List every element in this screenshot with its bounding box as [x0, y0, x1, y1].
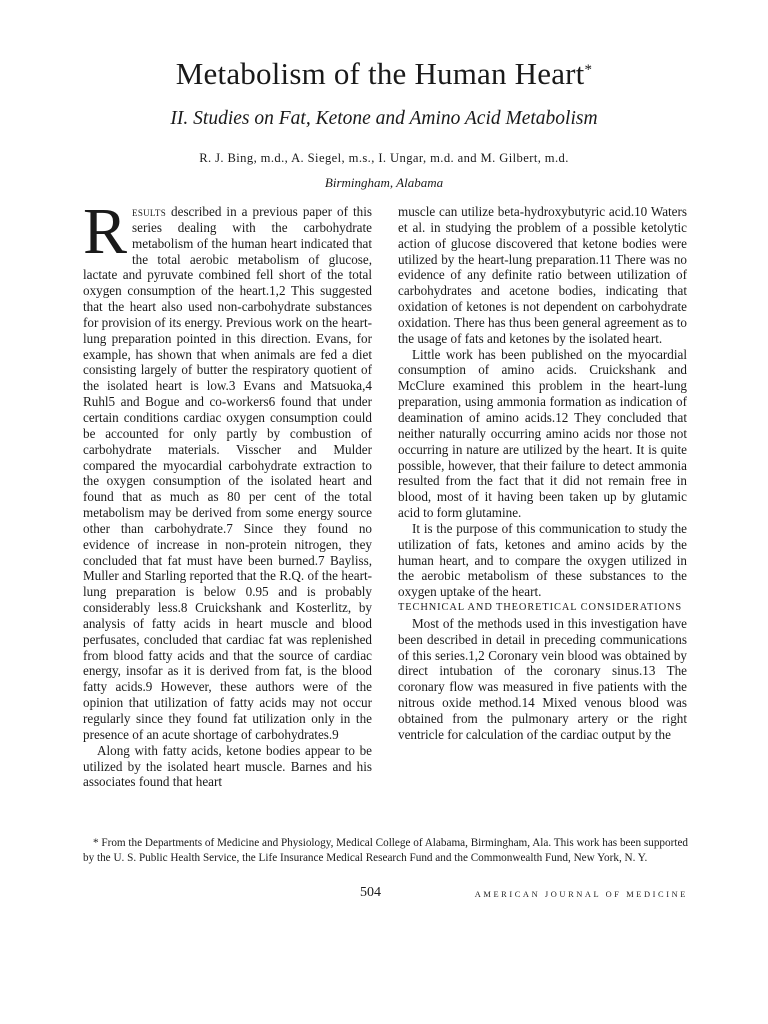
- right-paragraph-4: Most of the methods used in this investigation have been described in detail in preceding communications of this series.1,2 Coronary vein blood was obtained by direct intubation of the coronary sinus.13 The coronary flow was measured in five patients with the nitrous oxide method.14 Mixed venous blood was obtained from the pulmonary artery or the right ventricle for calculation of the cardiac output by the: [398, 615, 687, 742]
- right-paragraph-2: Little work has been published on the myocardial consumption of amino acids. Cruickshank and McClure examined this problem in the heart-lung preparation, using ammonia formation as indication of deamination of amino acids.12 They concluded that neither naturally occurring amino acids nor those not occurring in nature are utilized by the heart. It is quite possible, however, that their failure to detect ammonia resulted from the fact that it did not remain free in blood, most of it having been taken up by glutamic acid to form glutamine.: [398, 346, 687, 521]
- left-column: [83, 195, 372, 790]
- right-paragraph-1: muscle can utilize beta-hydroxybutyric acid.10 Waters et al. in studying the problem of a possible ketolytic action of glucose discovered that ketone bodies were utilized by the heart-lung preparation.11 There was no evidence of any definite ratio between utilization of carbohydrates and acetone bodies, indicating that oxidation of ketones is not dependent on carbohydrate oxidation. There has thus been general agreement as to the usage of fats and ketones by the isolated heart.: [398, 204, 687, 346]
- left-paragraph-1-text: described in a previous paper of this series dealing with the carbohydrate metabolism of the human heart indicated that the total aerobic metabolism of glucose, lactate and pyruvate combined fell short of the total oxygen consumption of the heart.1,2 This suggested that the heart also used non-carbohydrate substances for provision of its energy. Previous work on the heart-lung preparation pointed in this direction. Evans, for example, has shown that when animals are fed a diet consisting largely of butter the respiratory quotient of the isolated heart is low.3 Evans and Matsuoka,4 Ruhl5 and Bogue and co-workers6 found that under certain conditions cardiac oxygen consumption could be accounted for only partly by combustion of carbohydrate materials. Visscher and Mulder compared the myocardial carbohydrate extraction to the oxygen consumption of the isolated heart and found that as much as 80 per cent of the total metabolism may be derived from some energy source other than carbohydrate.7 Since they found no evidence of increase in non-protein nitrogen, they concluded that fat must have been burned.7 Bayliss, Muller and Starling reported that the R.Q. of the heart-lung preparation is below 0.95 and is probably considerably less.8 Cruickshank and Kosterlitz, by analysis of fatty acids in heart muscle and blood perfusates, concluded that cardiac fat was replenished from blood fatty acids and that the source of cardiac energy, insofar as it is derived from fat, is the blood fatty acids.9 However, these authors were of the opinion that utilization of fatty acids may not occur regularly since they found fat utilization only in the presence of an acute shortage of carbohydrates.9: [83, 204, 372, 742]
- drop-cap: R: [83, 195, 128, 268]
- left-paragraph-2: Along with fatty acids, ketone bodies appear to be utilized by the isolated heart muscle. Barnes and his associates found that heart: [83, 742, 372, 790]
- page-number: 504: [360, 885, 381, 900]
- right-column: [398, 204, 687, 743]
- journal-name: AMERICAN JOURNAL OF MEDICINE: [474, 890, 688, 899]
- author-list: R. J. Bing, m.d., A. Siegel, m.s., I. Ungar, m.d. and M. Gilbert, m.d.: [199, 151, 569, 165]
- title-footnote-mark: *: [584, 62, 593, 78]
- article-title-text: Metabolism of the Human Heart: [175, 56, 585, 91]
- article-subtitle: II. Studies on Fat, Ketone and Amino Acid Metabolism: [170, 108, 598, 129]
- right-paragraph-3: It is the purpose of this communication to study the utilization of fats, ketones and amino acids by the human heart, and to compare the oxygen utilized in the aerobic metabolism of these substances to the oxygen uptake of the heart.: [398, 520, 687, 600]
- article-title: [0, 56, 768, 92]
- lead-in-small-caps: esults: [132, 204, 167, 219]
- footnote: [83, 836, 688, 865]
- author-location: Birmingham, Alabama: [324, 175, 444, 190]
- section-heading: TECHNICAL AND THEORETICAL CONSIDERATIONS: [398, 602, 683, 614]
- footnote-text: * From the Departments of Medicine and Physiology, Medical College of Alabama, Birmingham, Ala. This work has been supported by the U. S. Public Health Service, the Life Insurance Medical Research Fund and the Commonwealth Fund, New York, N. Y.: [83, 837, 688, 864]
- left-paragraph-1: [83, 195, 372, 743]
